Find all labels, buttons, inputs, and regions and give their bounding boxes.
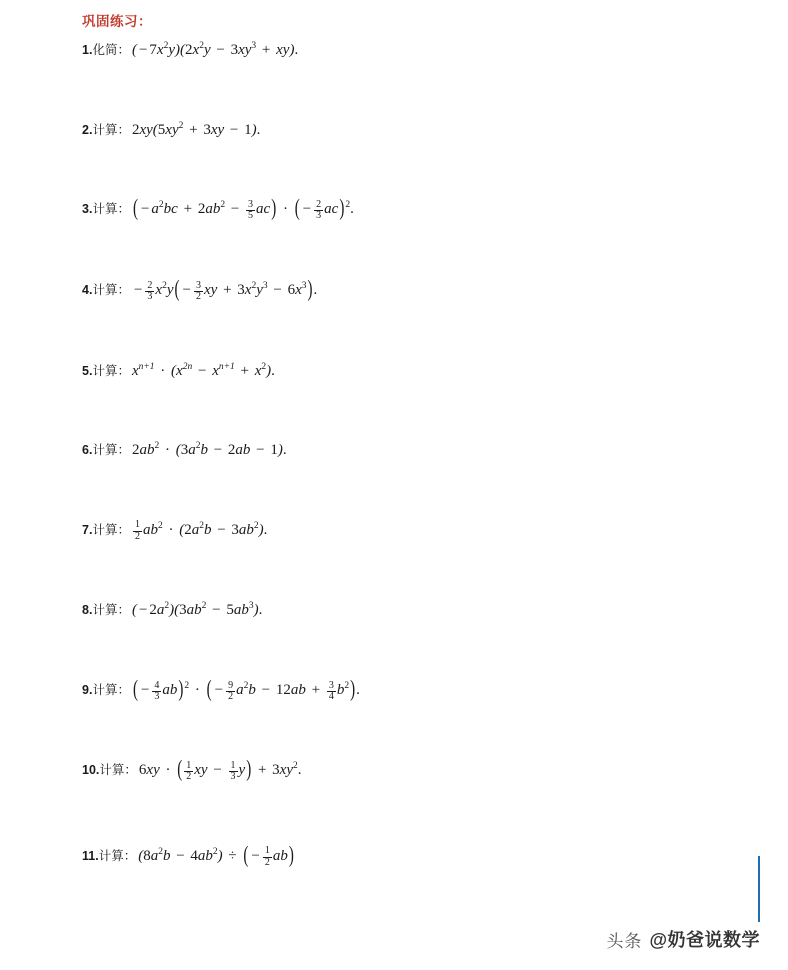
- problem-expression: $x^{n+1} \cdot (x^{2n} - x^{n+1} + x^2)$.: [131, 361, 275, 379]
- problem-number: 1.: [82, 43, 93, 57]
- problem-expression: ( − $a^2bc + 2ab^2$ − $\frac{3}{5}$ ac) · ( − $\frac{2}{3}$ ac)$^2$.: [132, 196, 354, 222]
- problem-item: [82, 439, 728, 462]
- watermark-account: @奶爸说数学: [649, 930, 760, 950]
- problem-number: 6.: [82, 443, 93, 458]
- problem-item: [82, 279, 728, 303]
- section-title: 巩固练习：: [82, 14, 152, 29]
- problem-label: 计算：: [99, 762, 137, 777]
- problem-item: [82, 519, 728, 543]
- problem-number: 10.: [82, 762, 100, 777]
- problem-number: 7.: [82, 522, 93, 537]
- problem-expression: ( − $7x^2y)(2x^2y - 3xy^3 + xy)$.: [131, 41, 299, 58]
- problem-label: 计算：: [92, 202, 130, 216]
- problem-item: [82, 845, 728, 869]
- problem-number: 5.: [82, 363, 93, 378]
- problem-label: 计算：: [92, 443, 130, 458]
- problem-item: [82, 360, 728, 383]
- problem-label: 计算：: [92, 522, 130, 537]
- problem-label: 计算：: [92, 363, 130, 378]
- watermark-platform: 头条: [606, 931, 643, 951]
- problem-number: 2.: [82, 122, 93, 137]
- problem-expression: ( − $2a^2)(3ab^2 - 5ab^3)$.: [131, 601, 263, 619]
- problem-expression: $\frac{1}{2}$ $ab^2 \cdot (2a^2b - 3ab^2)$.: [134, 519, 268, 542]
- problem-label: 计算：: [92, 122, 130, 137]
- problem-expression: $2xy(5xy^2 + 3xy - 1)$.: [131, 120, 261, 138]
- problem-expression: $(8a^2b - 4ab^2)$ ÷ ( − $\frac{1}{2}$ ab): [138, 843, 294, 868]
- problem-label: 计算：: [92, 603, 130, 618]
- problem-label: 化简：: [92, 43, 130, 57]
- watermark: [606, 926, 760, 952]
- problem-item: [82, 599, 728, 622]
- problem-item: [82, 679, 728, 703]
- accent-bar: [758, 856, 760, 922]
- problem-expression: 6xy · ( $\frac{1}{2}$ xy − $\frac{1}{3}$ $y) + 3xy^2$.: [138, 757, 302, 783]
- problem-number: 11.: [82, 848, 99, 863]
- problem-label: 计算：: [98, 848, 137, 863]
- problem-label: 计算：: [92, 282, 130, 297]
- problem-expression: $2ab^2 \cdot (3a^2b - 2ab - 1)$.: [131, 441, 287, 459]
- problem-number: 9.: [82, 682, 93, 697]
- problem-expression: − $\frac{2}{3}$ $x^2y$( − $\frac{3}{2}$ xy + $3x^2y^3 - 6x^3$).: [133, 277, 318, 303]
- problem-item: [82, 119, 728, 142]
- problem-number: 3.: [82, 202, 93, 216]
- problem-item: [82, 39, 728, 62]
- problem-expression: ( − $\frac{4}{3}$ ab)$^2$ · ( − $\frac{9}{2}$ $a^2b - 12ab$ + $\frac{3}{4}$ $b^2$).: [132, 677, 360, 703]
- problem-item: [82, 198, 728, 222]
- problem-number: 8.: [82, 603, 93, 618]
- problem-number: 4.: [82, 282, 93, 297]
- problem-item: [82, 759, 728, 783]
- problem-label: 计算：: [92, 682, 130, 697]
